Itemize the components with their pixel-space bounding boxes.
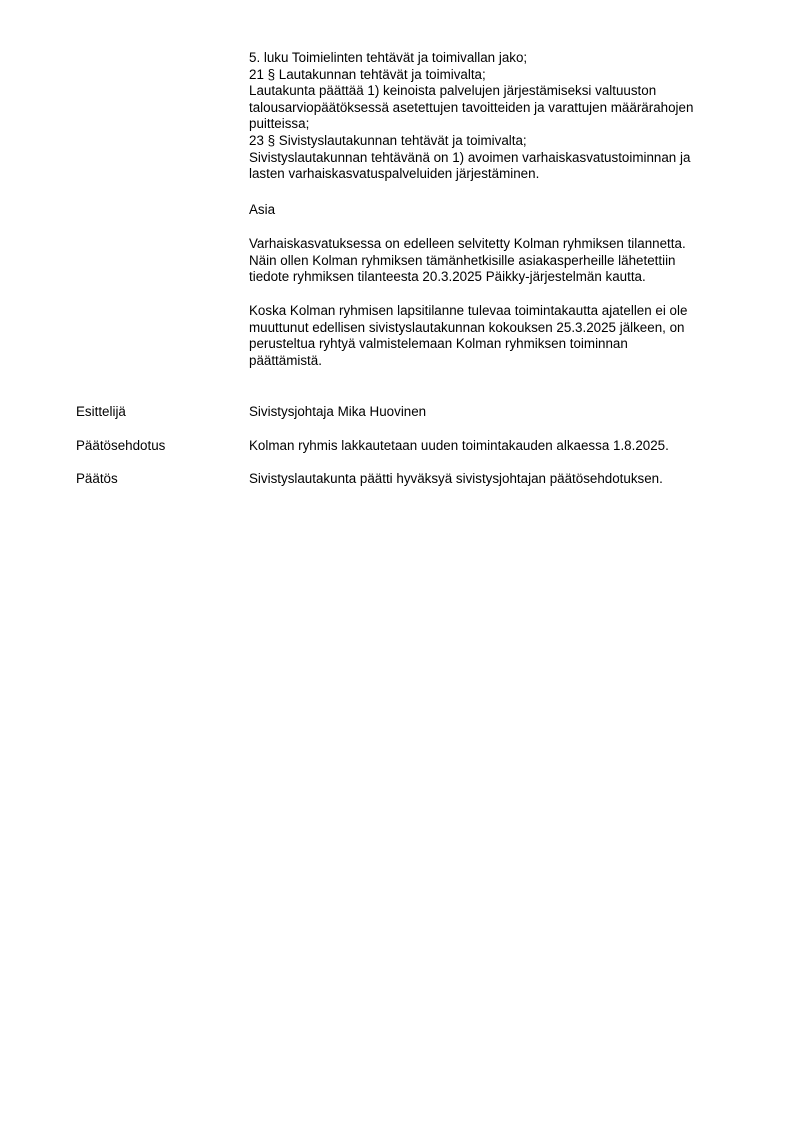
- asia-section: [249, 202, 739, 219]
- legal-basis-line: 5. luku Toimielinten tehtävät ja toimivallan jako;: [249, 50, 528, 65]
- paatos-value: Sivistyslautakunta päätti hyväksyä sivistysjohtajan päätösehdotuksen.: [249, 471, 663, 486]
- paatosehdotus-value: Kolman ryhmis lakkautetaan uuden toimintakauden alkaessa 1.8.2025.: [249, 438, 669, 453]
- legal-basis-line: lasten varhaiskasvatuspalveluiden järjestäminen.: [249, 166, 540, 182]
- paatos-label: Päätös: [76, 471, 118, 486]
- paragraph-line: päättämistä.: [249, 352, 322, 368]
- legal-basis-line: talousarviopäätöksessä asetettujen tavoitteiden ja varattujen määrärahojen: [249, 99, 694, 115]
- esittelija-label: Esittelijä: [76, 404, 126, 419]
- legal-basis-line: 21 § Lautakunnan tehtävät ja toimivalta;: [249, 66, 486, 82]
- asia-paragraph-2: [249, 303, 739, 369]
- legal-basis-line: 23 § Sivistyslautakunnan tehtävät ja toimivalta;: [249, 132, 527, 148]
- asia-heading: Asia: [249, 202, 276, 217]
- asia-paragraph-1: [249, 236, 739, 286]
- paragraph-line: perusteltua ryhtyä valmistelemaan Kolman ryhmiksen toiminnan: [249, 336, 628, 352]
- paatosehdotus-label: Päätösehdotus: [76, 438, 166, 453]
- paragraph-line: muuttunut edellisen sivistyslautakunnan kokouksen 25.3.2025 jälkeen, on: [249, 319, 685, 335]
- paragraph-line: Koska Kolman ryhmisen lapsitilanne tulevaa toimintakautta ajatellen ei ole: [249, 303, 688, 318]
- paragraph-line: tiedote ryhmiksen tilanteesta 20.3.2025 Päikky-järjestelmän kautta.: [249, 269, 646, 285]
- paragraph-line: Varhaiskasvatuksessa on edelleen selvitetty Kolman ryhmiksen tilannetta.: [249, 236, 686, 251]
- legal-basis-line: Sivistyslautakunnan tehtävänä on 1) avoimen varhaiskasvatustoiminnan ja: [249, 149, 691, 165]
- legal-basis-section: [249, 50, 739, 183]
- paragraph-line: Näin ollen Kolman ryhmiksen tämänhetkisille asiakasperheille lähetettiin: [249, 252, 676, 268]
- esittelija-value: Sivistysjohtaja Mika Huovinen: [249, 404, 427, 419]
- legal-basis-line: puitteissa;: [249, 116, 310, 132]
- legal-basis-line: Lautakunta päättää 1) keinoista palvelujen järjestämiseksi valtuuston: [249, 83, 657, 99]
